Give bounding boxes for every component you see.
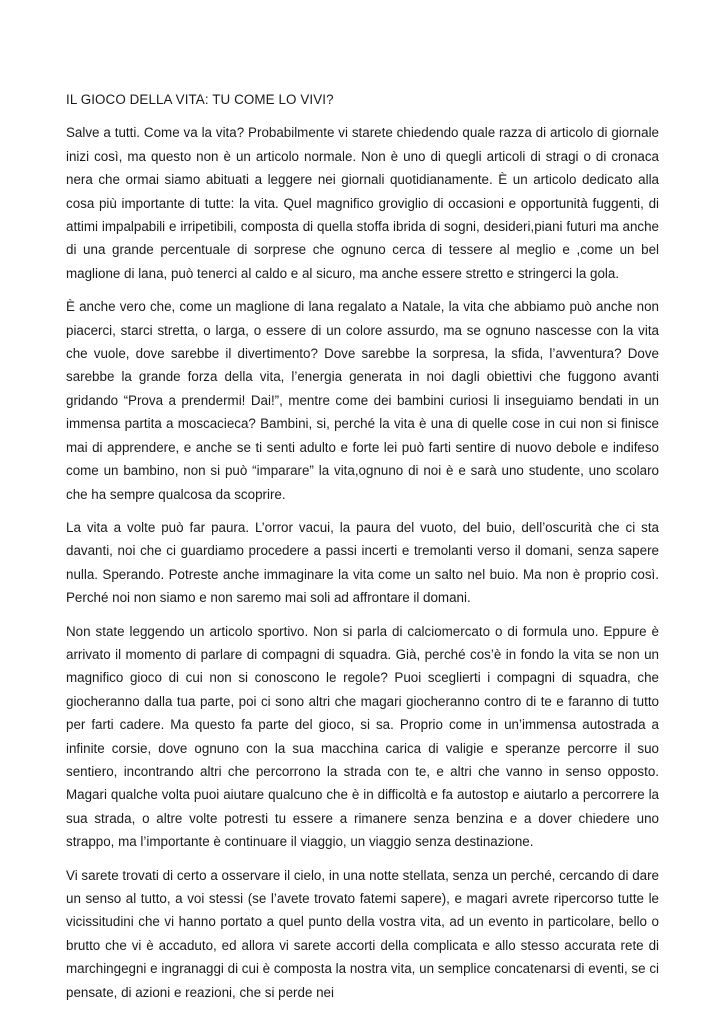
article-title: IL GIOCO DELLA VITA: TU COME LO VIVI? xyxy=(66,92,334,107)
paragraph-sky: Vi sarete trovati di certo a osservare il cielo, in una notte stellata, senza un perché, cercando di dare un senso al tutto, a voi stessi (se l’avete trovato fatemi sapere), e magari avrete ripercorso tutte le vicissitudini che vi hanno portato a quel punto della vostra vita, ad un evento in particolare, bello o brutto che vi è accaduto, ed allora vi sarete accorti della complicata e allo stesso accurata rete di marchingegni e ingranaggi di cui è composta la nostra vita, un semplice concatenarsi di eventi, se ci pensate, di azioni e reazioni, che si perde nei xyxy=(66,867,659,1000)
paragraph-fear: La vita a volte può far paura. L’orror vacui, la paura del vuoto, del buio, dell’oscurità che ci sta davanti, noi che ci guardiamo procedere a passi incerti e tremolanti verso il domani, senza sapere nulla. Sperando. Potreste anche immaginare la vita come un salto nel buio. Ma non è proprio così. Perché noi non siamo e non saremo mai soli ad affrontare il domani. xyxy=(66,519,659,606)
paragraph-teammates: Non state leggendo un articolo sportivo. Non si parla di calciomercato o di formula uno. Eppure è arrivato il momento di parlare di compagni di squadra. Già, perché cos’è in fondo la vita se non un magnifico gioco di cui non si conoscono le regole? Puoi sceglierti i compagni di squadra, che giocheranno dalla tua parte, poi ci sono altri che magari giocheranno contro di te e faranno di tutto per farti cadere. Ma questo fa parte del gioco, si sa. Proprio come in un’immensa autostrada a infinite corsie, dove ognuno con la sua macchina carica di valigie e speranze percorre il suo sentiero, incontrando altri che percorrono la strada con te, e altri che vanno in senso opposto. Magari qualche volta puoi aiutare qualcuno che è in difficoltà e fa autostop e aiutarlo a percorrere la sua strada, o altre volte potresti tu essere a rimanere senza benzina e a dover chiedere uno strappo, ma l’importante è continuare il viaggio, un viaggio senza destinazione. xyxy=(66,623,659,850)
paragraph-intro: Salve a tutti. Come va la vita? Probabilmente vi starete chiedendo quale razza di articolo di giornale inizi così, ma questo non è un articolo normale. Non è uno di quegli articoli di stragi o di cronaca nera che ormai siamo abituati a leggere nei giornali quotidianamente. È un articolo dedicato alla cosa più importante di tutte: la vita. Quel magnifico groviglio di occasioni e opportunità fuggenti, di attimi impalpabili e irripetibili, composta di quella stoffa ibrida di sogni, desideri,piani futuri ma anche di una grande percentuale di sorprese che ognuno cerca di tessere al meglio e ,come un bel maglione di lana, può tenerci al caldo e al sicuro, ma anche essere stretto e stringerci la gola. xyxy=(66,125,659,281)
paragraph-sweater: È anche vero che, come un maglione di lana regalato a Natale, la vita che abbiamo può anche non piacerci, starci stretta, o larga, o essere di un colore assurdo, ma se ognuno nascesse con la vita che vuole, dove sarebbe il divertimento? Dove sarebbe la sorpresa, la sfida, l’avventura? Dove sarebbe la grande forza della vita, l’energia generata in noi dagli obiettivi che fuggono avanti gridando “Prova a prendermi! Dai!”, mentre come dei bambini curiosi li inseguiamo bendati in un immensa partita a moscacieca? Bambini, si, perché la vita è una di quelle cose in cui non si finisce mai di apprendere, e anche se ti senti adulto e forte lei può farti sentire di nuovo debole e indifeso come un bambino, non si può “imparare” la vita,ognuno di noi è e sarà uno studente, uno scolaro che ha sempre qualcosa da scoprire. xyxy=(66,299,659,502)
document-page xyxy=(66,88,659,1004)
